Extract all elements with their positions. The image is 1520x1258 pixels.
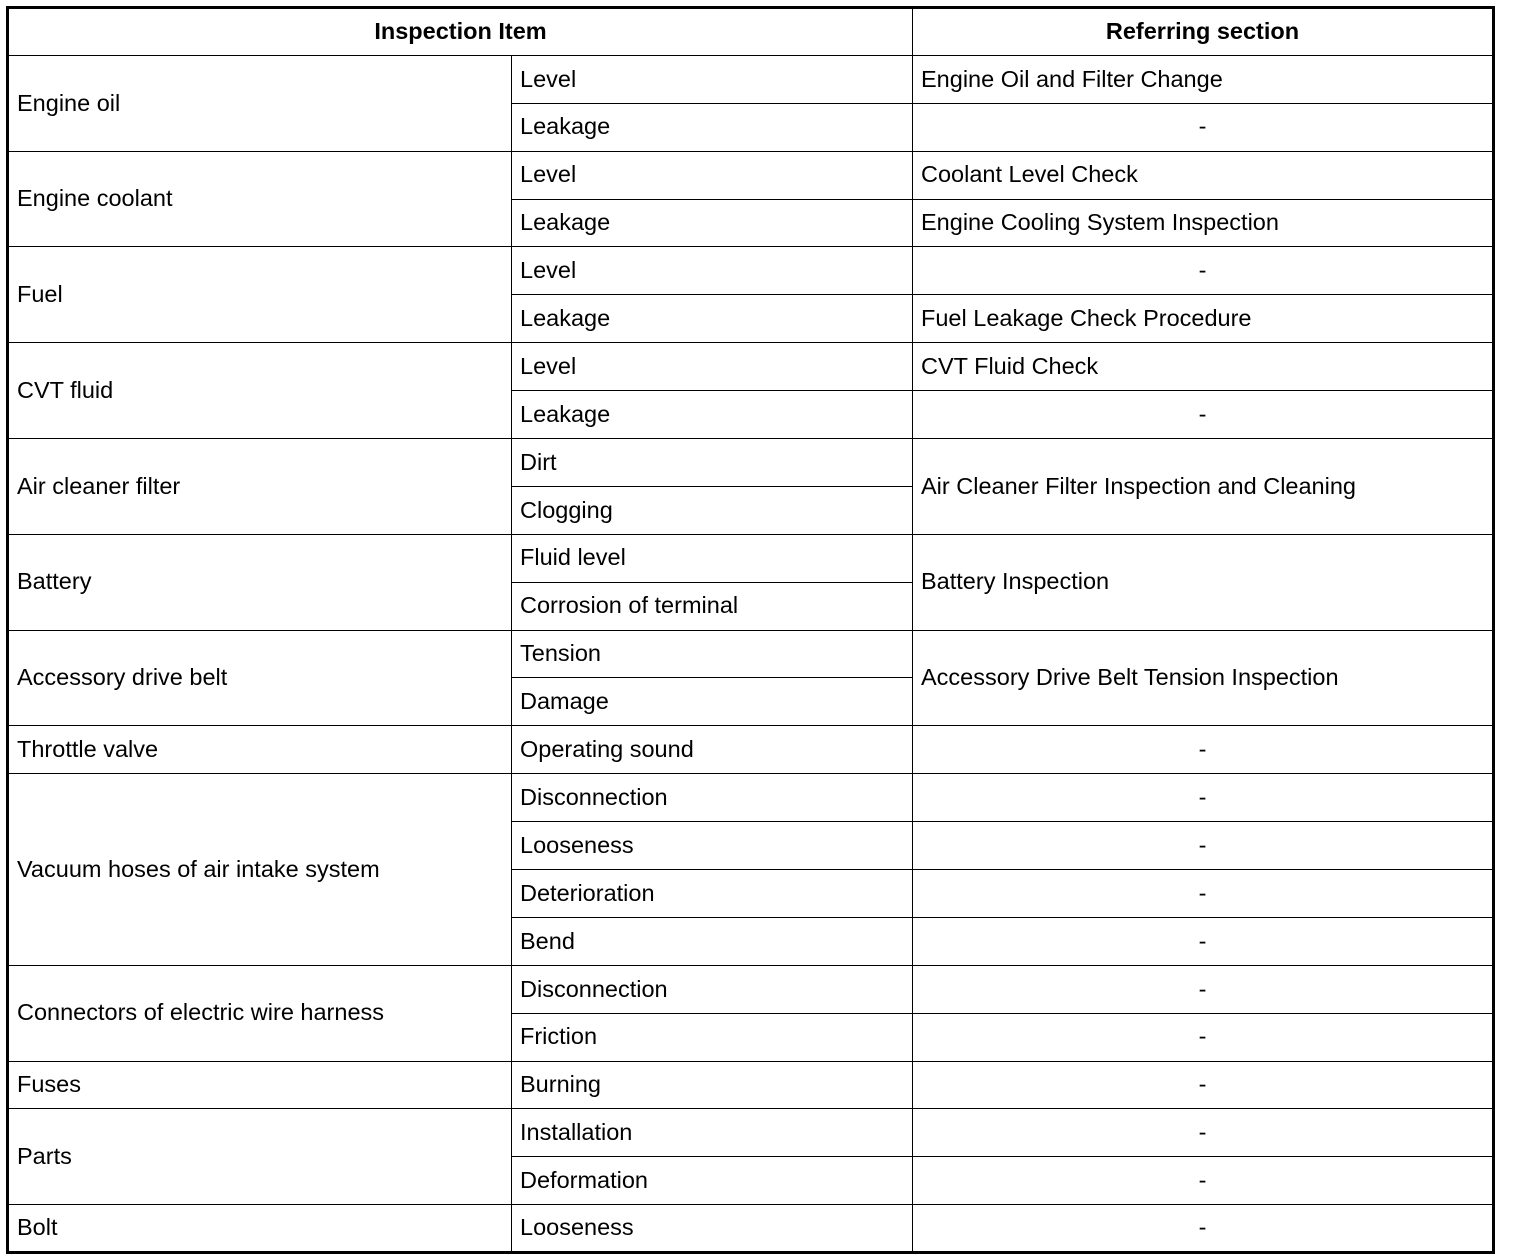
check-point-cell: Operating sound [512, 726, 913, 774]
check-point-cell: Disconnection [512, 774, 913, 822]
check-point-cell: Friction [512, 1013, 913, 1061]
check-point-cell: Dirt [512, 439, 913, 487]
referring-section-cell: - [913, 247, 1494, 295]
inspection-item-cell: Accessory drive belt [8, 630, 512, 726]
check-point-cell: Level [512, 247, 913, 295]
table-row [8, 247, 1494, 295]
check-point-cell: Leakage [512, 199, 913, 247]
referring-section-cell: Accessory Drive Belt Tension Inspection [913, 630, 1494, 726]
inspection-item-cell: Engine oil [8, 55, 512, 151]
table-row [8, 630, 1494, 678]
referring-section-cell: Engine Cooling System Inspection [913, 199, 1494, 247]
check-point-cell: Level [512, 343, 913, 391]
table-row [8, 1205, 1494, 1253]
inspection-item-cell: Battery [8, 534, 512, 630]
check-point-cell: Level [512, 151, 913, 199]
table-row [8, 726, 1494, 774]
check-point-cell: Looseness [512, 1205, 913, 1253]
referring-section-cell: - [913, 391, 1494, 439]
inspection-item-cell: Engine coolant [8, 151, 512, 247]
table-row [8, 1109, 1494, 1157]
check-point-cell: Fluid level [512, 534, 913, 582]
check-point-cell: Deterioration [512, 870, 913, 918]
check-point-cell: Corrosion of terminal [512, 582, 913, 630]
check-point-cell: Looseness [512, 822, 913, 870]
referring-section-cell: - [913, 822, 1494, 870]
inspection-item-cell: Fuses [8, 1061, 512, 1109]
table-row [8, 965, 1494, 1013]
check-point-cell: Leakage [512, 295, 913, 343]
referring-section-cell: - [913, 103, 1494, 151]
referring-section-cell: Air Cleaner Filter Inspection and Cleaning [913, 439, 1494, 535]
referring-section-cell: - [913, 1205, 1494, 1253]
inspection-item-cell: Fuel [8, 247, 512, 343]
referring-section-cell: Engine Oil and Filter Change [913, 55, 1494, 103]
check-point-cell: Deformation [512, 1157, 913, 1205]
referring-section-cell: - [913, 726, 1494, 774]
referring-section-cell: Battery Inspection [913, 534, 1494, 630]
referring-section-cell: - [913, 1061, 1494, 1109]
referring-section-cell: - [913, 1109, 1494, 1157]
referring-section-cell: Coolant Level Check [913, 151, 1494, 199]
check-point-cell: Leakage [512, 391, 913, 439]
inspection-item-cell: Parts [8, 1109, 512, 1205]
inspection-item-cell: Air cleaner filter [8, 439, 512, 535]
table-row [8, 774, 1494, 822]
referring-section-cell: - [913, 917, 1494, 965]
table-row [8, 534, 1494, 582]
referring-section-cell: - [913, 965, 1494, 1013]
header-inspection-item: Inspection Item [8, 8, 913, 56]
check-point-cell: Bend [512, 917, 913, 965]
table-row [8, 343, 1494, 391]
header-referring-section: Referring section [913, 8, 1494, 56]
check-point-cell: Leakage [512, 103, 913, 151]
table-row [8, 151, 1494, 199]
referring-section-cell: Fuel Leakage Check Procedure [913, 295, 1494, 343]
check-point-cell: Level [512, 55, 913, 103]
inspection-item-cell: Throttle valve [8, 726, 512, 774]
inspection-item-cell: Bolt [8, 1205, 512, 1253]
check-point-cell: Installation [512, 1109, 913, 1157]
inspection-item-cell: Vacuum hoses of air intake system [8, 774, 512, 966]
check-point-cell: Disconnection [512, 965, 913, 1013]
referring-section-cell: CVT Fluid Check [913, 343, 1494, 391]
table-header-row [8, 8, 1494, 56]
inspection-item-cell: CVT fluid [8, 343, 512, 439]
inspection-table [6, 6, 1495, 1254]
referring-section-cell: - [913, 774, 1494, 822]
check-point-cell: Burning [512, 1061, 913, 1109]
inspection-item-cell: Connectors of electric wire harness [8, 965, 512, 1061]
referring-section-cell: - [913, 1157, 1494, 1205]
check-point-cell: Tension [512, 630, 913, 678]
check-point-cell: Damage [512, 678, 913, 726]
table-row [8, 55, 1494, 103]
table-row [8, 1061, 1494, 1109]
referring-section-cell: - [913, 870, 1494, 918]
referring-section-cell: - [913, 1013, 1494, 1061]
check-point-cell: Clogging [512, 486, 913, 534]
table-row [8, 439, 1494, 487]
